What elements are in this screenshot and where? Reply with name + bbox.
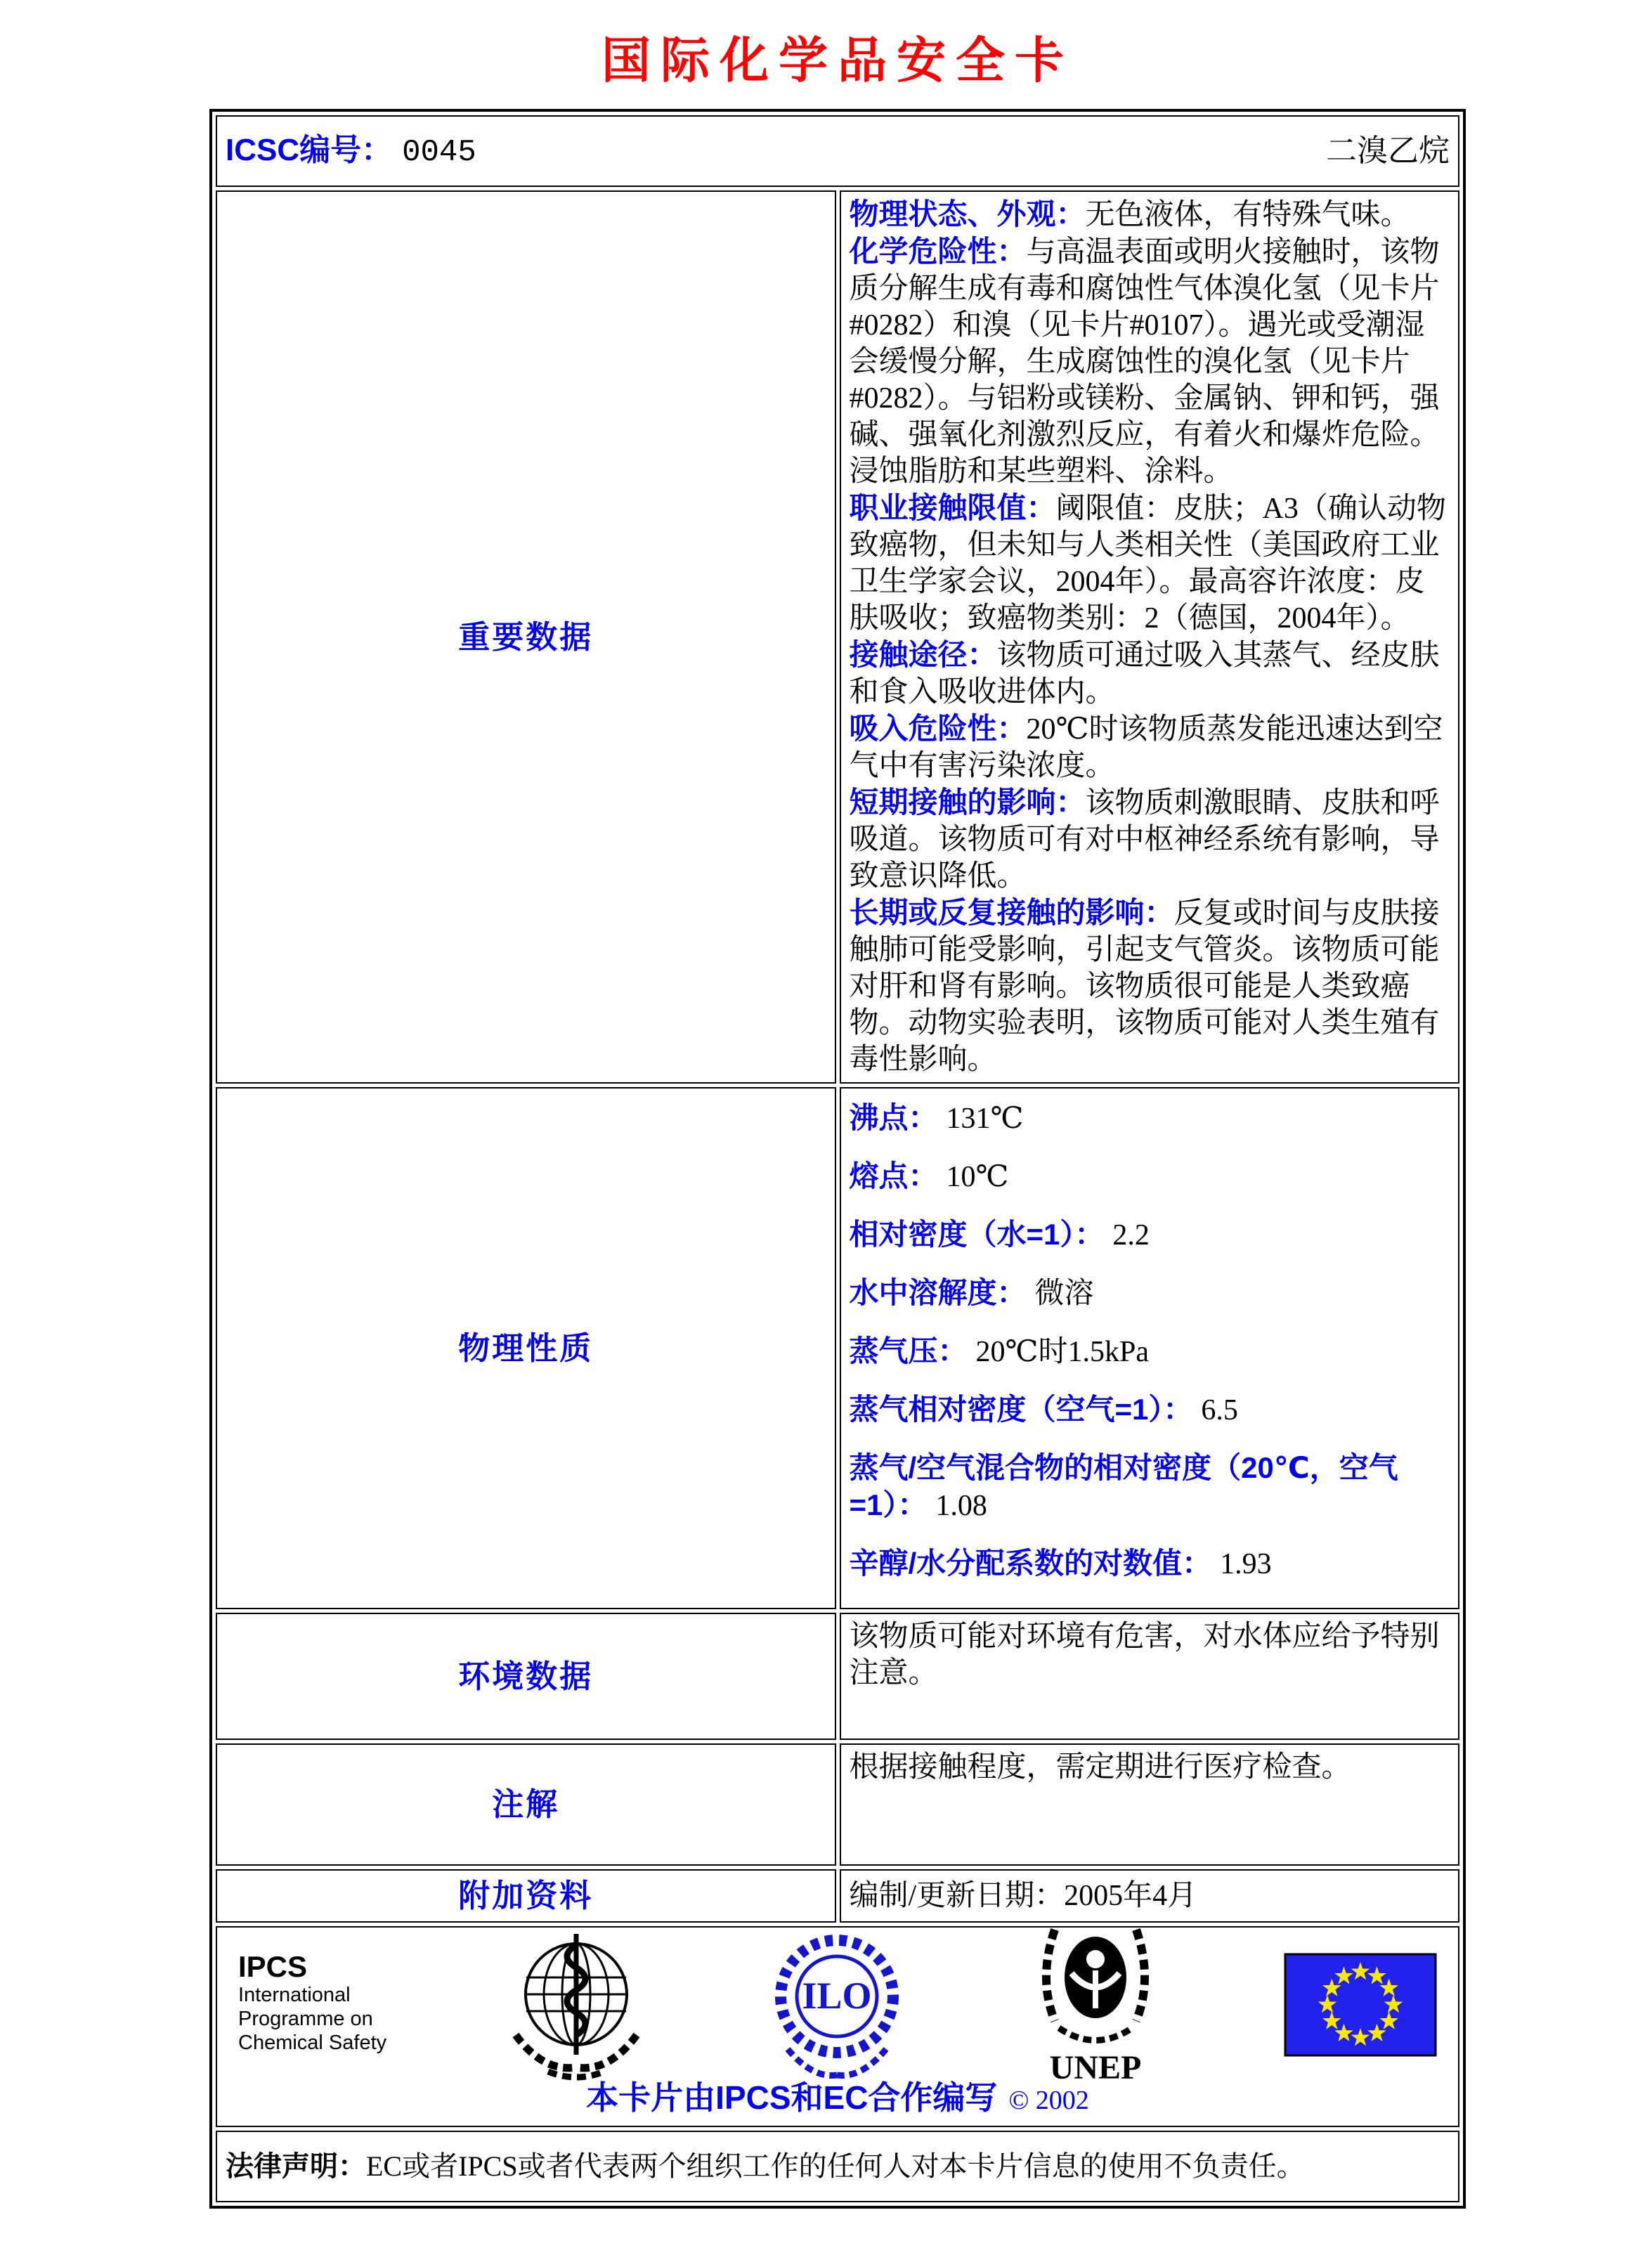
prop-water-solubility: 水中溶解度： 微溶 xyxy=(849,1276,1094,1310)
eu-flag-icon xyxy=(1284,1953,1437,2057)
copyright-text: © 2002 xyxy=(1008,2086,1089,2115)
important-data-row xyxy=(216,190,1459,1084)
ilo-label: ILO xyxy=(802,1974,872,2017)
page-title: 国际化学品安全卡 xyxy=(601,33,1074,88)
ipcs-line1: International xyxy=(238,1984,351,2006)
legal-row xyxy=(216,2131,1459,2202)
icsc-number-value: 0045 xyxy=(402,134,476,170)
section-label-physical-properties: 物理性质 xyxy=(216,1087,836,1609)
prop-vapor-air-mixture-density: 蒸气/空气混合物的相对密度（20℃，空气=1）： 1.08 xyxy=(849,1451,1398,1522)
environmental-data-text: 该物质可能对环境有危害，对水体应给予特别注意。 xyxy=(849,1620,1440,1689)
prop-vapor-relative-density: 蒸气相对密度（空气=1）： 6.5 xyxy=(849,1393,1238,1427)
ilo-logo-icon xyxy=(767,1930,907,2081)
field-exposure-routes: 接触途径：该物质可通过吸入其蒸气、经皮肤和食入吸收进体内。 xyxy=(849,638,1440,708)
legal-label: 法律声明： xyxy=(226,2151,366,2182)
prop-melting-point: 熔点： 10℃ xyxy=(849,1159,1009,1193)
additional-info-content xyxy=(840,1869,1460,1923)
update-date-label: 编制/更新日期： xyxy=(849,1880,1065,1912)
notes-row xyxy=(216,1743,1459,1866)
cooperation-caption xyxy=(238,2079,1437,2119)
header-row xyxy=(216,115,1459,187)
section-label-notes: 注解 xyxy=(216,1743,836,1866)
ipcs-text-block xyxy=(238,1950,387,2055)
important-data-content xyxy=(840,190,1460,1084)
physical-properties-row xyxy=(216,1087,1459,1609)
notes-text: 根据接触程度，需定期进行医疗检查。 xyxy=(849,1751,1351,1783)
physical-properties-content xyxy=(840,1087,1460,1609)
additional-info-row xyxy=(216,1869,1459,1923)
update-date-value: 2005年4月 xyxy=(1064,1880,1197,1912)
ipcs-acronym: IPCS xyxy=(238,1950,308,1983)
unep-label: UNEP xyxy=(1049,2048,1142,2086)
section-label-additional-info: 附加资料 xyxy=(216,1869,836,1923)
header-cell xyxy=(216,115,1459,187)
icsc-number-label: ICSC编号： xyxy=(226,132,393,167)
environmental-data-row xyxy=(216,1613,1459,1740)
legal-cell xyxy=(216,2131,1459,2202)
chemical-name: 二溴乙烷 xyxy=(1326,134,1450,168)
legal-text: EC或者IPCS或者代表两个组织工作的任何人对本卡片信息的使用不负责任。 xyxy=(366,2150,1305,2182)
notes-content xyxy=(840,1743,1460,1866)
field-physical-state: 物理状态、外观：无色液体，有特殊气味。 xyxy=(849,197,1410,231)
prop-vapor-pressure: 蒸气压： 20℃时1.5kPa xyxy=(849,1334,1149,1368)
ipcs-line2: Programme on xyxy=(238,2008,373,2030)
field-short-term-effects: 短期接触的影响：该物质刺激眼睛、皮肤和呼吸道。该物质可有对中枢神经系统有影响，导致意识降低。 xyxy=(849,786,1440,892)
prop-boiling-point: 沸点： 131℃ xyxy=(849,1101,1024,1135)
prop-octanol-water-partition: 辛醇/水分配系数的对数值： 1.93 xyxy=(849,1547,1272,1580)
icsc-card-table xyxy=(209,109,1466,2209)
field-chemical-danger: 化学危险性：与高温表面或明火接触时，该物质分解生成有毒和腐蚀性气体溴化氢（见卡片#0282）和溴（见卡片#0107）。遇光或受潮湿会缓慢分解，生成腐蚀性的溴化氢（见卡片#0282）。与铝粉或镁粉、金属钠、钾和钙，强碱、强氧化剂激烈反应，有着火和爆炸危险。浸蚀脂肪和某些塑料、涂料。 xyxy=(849,235,1440,488)
field-long-term-effects: 长期或反复接触的影响：反复或时间与皮肤接触肺可能受影响，引起支气管炎。该物质可能对肝和肾有影响。该物质很可能是人类致癌物。动物实验表明，该物质可能对人类生殖有毒性影响。 xyxy=(849,896,1440,1076)
field-inhalation-risk: 吸入危险性：20℃时该物质蒸发能迅速达到空气中有害污染浓度。 xyxy=(849,712,1443,782)
section-label-environmental-data: 环境数据 xyxy=(216,1613,836,1740)
caption-text: 本卡片由IPCS和EC合作编写 xyxy=(586,2079,998,2116)
unep-logo-icon xyxy=(1025,1923,1166,2088)
logos-cell xyxy=(216,1926,1459,2127)
field-occupational-limits: 职业接触限值：阈限值：皮肤；A3（确认动物致癌物，但未知与人类相关性（美国政府工业卫生学家会议，2004年）。最高容许浓度：皮肤吸收；致癌物类别：2（德国，2004年）。 xyxy=(849,491,1446,635)
who-logo-icon xyxy=(505,1930,649,2081)
ipcs-line3: Chemical Safety xyxy=(238,2032,387,2054)
prop-relative-density: 相对密度（水=1）： 2.2 xyxy=(849,1218,1150,1252)
logos-row xyxy=(216,1926,1459,2127)
environmental-data-content xyxy=(840,1613,1460,1740)
section-label-important-data: 重要数据 xyxy=(216,190,836,1084)
